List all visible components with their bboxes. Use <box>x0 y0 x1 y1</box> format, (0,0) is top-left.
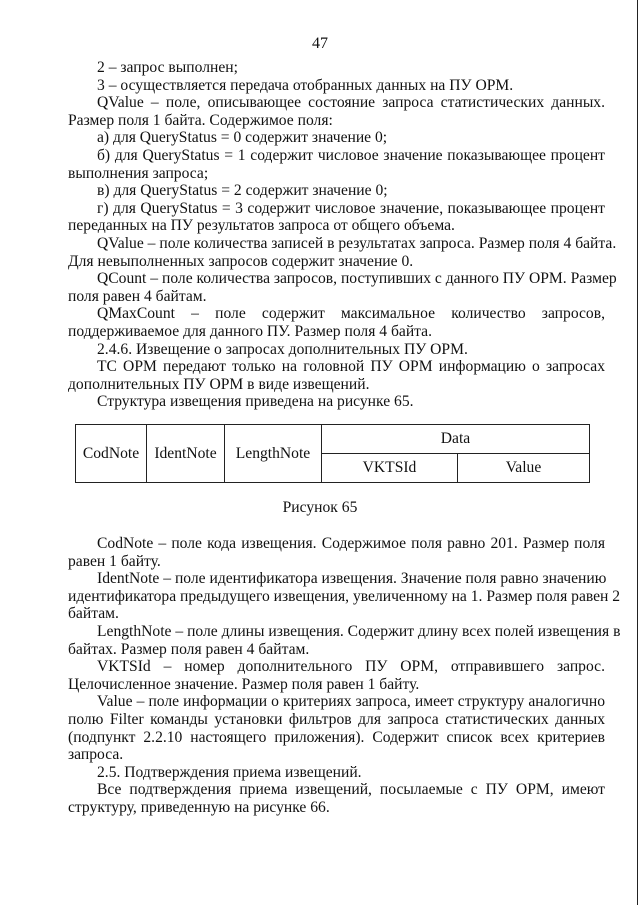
text-line: поддерживаемое для данного ПУ. Размер поля 4 байта. <box>68 322 432 340</box>
text-line: Для невыполненных запросов содержит значение 0. <box>68 252 414 270</box>
text-line: LengthNote – поле длины извещения. Содержит длину всех полей извещения в <box>97 622 621 640</box>
text-line: (подпункт 2.2.10 настоящего приложения). Содержит список всех критериев <box>68 728 605 746</box>
text-line: ТС ОРМ передают только на головной ПУ ОРМ информацию о запросах <box>97 358 605 376</box>
text-line: CodNote – поле кода извещения. Содержимое поля равно 201. Размер поля <box>97 535 605 552</box>
cell-data-header: Data <box>322 425 590 454</box>
paragraph <box>68 693 605 763</box>
text-line: переданных на ПУ результатов запроса от общего объема. <box>68 217 455 235</box>
text-line: а) для QueryStatus = 0 содержит значение 0; <box>97 129 388 147</box>
paragraph <box>68 570 621 623</box>
text-line: в) для QueryStatus = 2 содержит значение 0; <box>97 182 388 200</box>
page-number: 47 <box>312 35 328 52</box>
paragraph <box>68 764 605 782</box>
text-line: дополнительных ПУ ОРМ в виде извещений. <box>68 375 370 393</box>
paragraph <box>68 341 605 359</box>
body-text-upper <box>68 59 617 411</box>
paragraph <box>68 59 605 77</box>
text-line: IdentNote – поле идентификатора извещения. Значение поля равно значению <box>97 570 607 588</box>
text-line: 2.5. Подтверждения приема извещений. <box>97 763 362 781</box>
text-line: байтах. Размер поля равен 4 байтам. <box>68 640 310 658</box>
text-line: равен 1 байту. <box>68 552 161 570</box>
scan-edge-line <box>637 0 639 905</box>
text-line: QMaxCount – поле содержит максимальное количество запросов, <box>97 305 605 323</box>
text-line: 2.4.6. Извещение о запросах дополнительных ПУ ОРМ. <box>97 340 468 358</box>
paragraph <box>68 147 605 182</box>
paragraph <box>68 270 617 305</box>
paragraph <box>68 658 605 693</box>
text-line: QCount – поле количества запросов, поступивших с данного ПУ ОРМ. Размер <box>97 270 617 288</box>
paragraph <box>68 77 605 95</box>
paragraph <box>68 781 605 816</box>
cell-codnote: CodNote <box>76 425 147 483</box>
text-line: QValue – поле, описывающее состояние запроса статистических данных. <box>97 94 605 112</box>
text-line: 2 – запрос выполнен; <box>97 59 238 76</box>
text-line: VKTSId – номер дополнительного ПУ ОРМ, отправившего запрос. <box>97 658 605 676</box>
text-line: поля равен 4 байтам. <box>68 287 207 305</box>
paragraph <box>68 358 605 393</box>
paragraph <box>68 305 605 340</box>
cell-value: Value <box>458 454 590 483</box>
text-line: Все подтверждения приема извещений, посылаемые с ПУ ОРМ, имеют <box>97 781 605 799</box>
cell-vktsid: VKTSId <box>322 454 458 483</box>
figure-65-structure-table <box>75 424 590 483</box>
text-line: идентификатора предыдущего извещения, увеличенному на 1. Размер поля равен 2 <box>68 587 621 605</box>
paragraph <box>68 535 605 570</box>
paragraph <box>68 622 621 658</box>
paragraph <box>68 393 605 411</box>
text-line: б) для QueryStatus = 1 содержит числовое значение показывающее процент <box>97 146 605 164</box>
text-line: Value – поле информации о критериях запроса, имеет структуру аналогично <box>97 693 605 711</box>
text-line: выполнения запроса; <box>68 164 209 182</box>
paragraph <box>68 234 617 270</box>
text-line: полю Filter команды установки фильтров для запроса статистических данных <box>68 710 605 728</box>
text-line: г) для QueryStatus = 3 содержит числовое значение, показывающее процент <box>97 199 605 217</box>
text-line: 3 – осуществляется передача отобранных данных на ПУ ОРМ. <box>97 76 514 94</box>
paragraph <box>68 94 605 129</box>
paragraph <box>68 200 605 235</box>
text-line: байтам. <box>68 605 119 623</box>
text-line: запроса. <box>68 746 124 764</box>
cell-lengthnote: LengthNote <box>225 425 322 483</box>
figure-caption: Рисунок 65 <box>282 499 358 516</box>
text-line: структуру, приведенную на рисунке 66. <box>68 798 330 816</box>
paragraph <box>68 129 605 147</box>
paragraph <box>68 182 605 200</box>
cell-identnote: IdentNote <box>147 425 225 483</box>
text-line: QValue – поле количества записей в результатах запроса. Размер поля 4 байта. <box>97 234 617 252</box>
text-line: Структура извещения приведена на рисунке 65. <box>97 393 414 411</box>
body-text-lower <box>68 535 621 817</box>
text-line: Целочисленное значение. Размер поля равен 1 байту. <box>68 675 420 693</box>
text-line: Размер поля 1 байта. Содержимое поля: <box>68 111 333 129</box>
